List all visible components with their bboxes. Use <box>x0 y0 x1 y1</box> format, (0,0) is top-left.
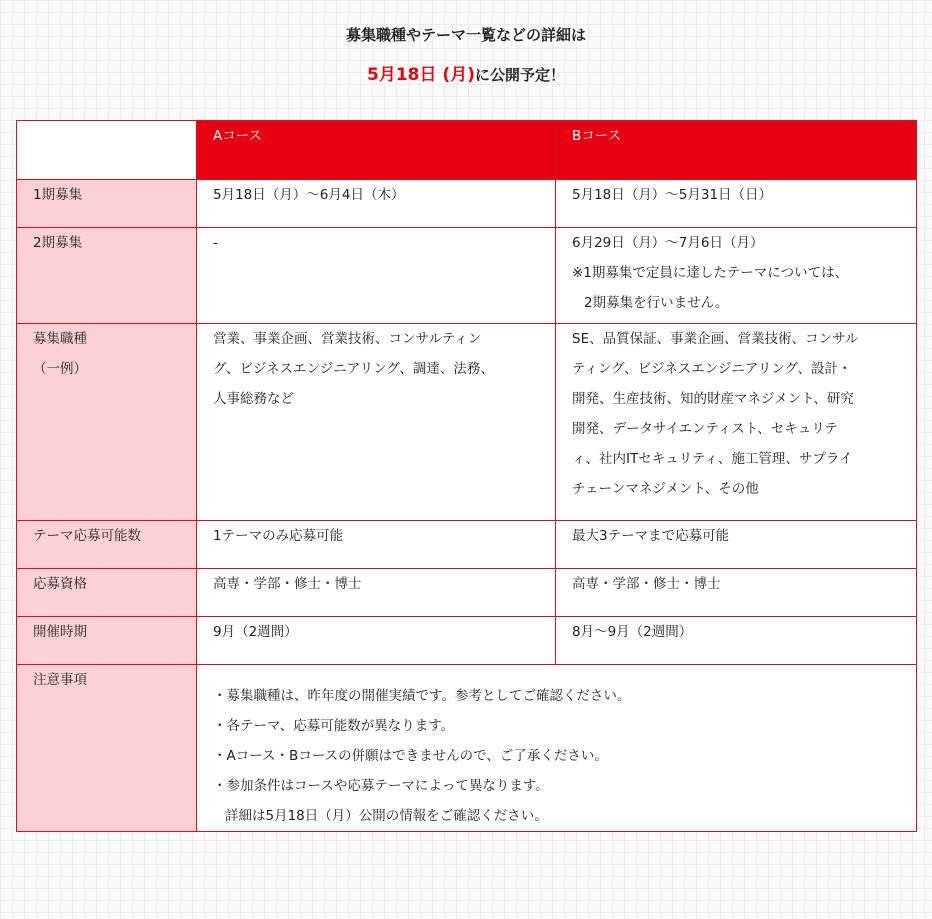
course-a-recruit1: 5月18日（月）〜6月4日（木） <box>197 180 556 228</box>
course-a-recruit2: - <box>197 228 556 324</box>
course-b-job-types-line: SE、品質保証、事業企画、営業技術、コンサル <box>572 331 859 347</box>
course-a-qualification: 高専・学部・修士・博士 <box>197 569 556 617</box>
course-a-job-types-line: 営業、事業企画、営業技術、コンサルティン <box>213 331 482 347</box>
course-b-header: Bコース <box>556 121 917 180</box>
table-corner-cell <box>17 121 197 180</box>
announcement-line1: 募集職種やテーマ一覧などの詳細は <box>345 26 586 44</box>
row-label-job-types <box>17 324 197 521</box>
course-b-recruit2-note: ※1期募集で定員に達したテーマについては、 <box>572 265 849 281</box>
course-b-job-types-line: チェーンマネジメント、その他 <box>572 481 759 497</box>
row-label-notes: 注意事項 <box>17 665 197 832</box>
course-b-themes: 最大3テーマまで応募可能 <box>556 521 917 569</box>
table-row-notes <box>17 665 917 832</box>
course-b-job-types-line: 開発、データサイエンティスト、セキュリテ <box>572 421 838 437</box>
row-label-qualification: 応募資格 <box>17 569 197 617</box>
row-label-job-types-line: 募集職種 <box>33 331 87 347</box>
course-b-period: 8月〜9月（2週間） <box>556 617 917 665</box>
course-b-recruit2 <box>556 228 917 324</box>
course-b-recruit2-line: 6月29日（月）〜7月6日（月） <box>572 235 764 251</box>
notes-cell <box>197 665 917 832</box>
table-row-themes <box>17 521 917 569</box>
course-comparison-table <box>16 120 917 832</box>
course-b-recruit1: 5月18日（月）〜5月31日（日） <box>556 180 917 228</box>
course-b-qualification: 高専・学部・修士・博士 <box>556 569 917 617</box>
course-b-job-types-line: 開発、生産技術、知的財産マネジメント、研究 <box>572 391 854 407</box>
table-row-recruit2 <box>17 228 917 324</box>
row-label-job-types-sub: （一例） <box>33 361 87 377</box>
note-item: ・参加条件はコースや応募テーマによって異なります。 <box>213 778 549 794</box>
publish-date-suffix: に公開予定！ <box>474 66 565 84</box>
note-item: ・募集職種は、昨年度の開催実績です。参考としてご確認ください。 <box>213 688 631 704</box>
course-a-themes: 1テーマのみ応募可能 <box>197 521 556 569</box>
announcement-title <box>0 24 932 45</box>
note-item: ・Aコース・Bコースの併願はできませんので、ご了承ください。 <box>213 748 608 764</box>
row-label-period: 開催時期 <box>17 617 197 665</box>
course-b-job-types-line: ィ、社内ITセキュリティ、施工管理、サプライ <box>572 451 853 467</box>
table-row-period <box>17 617 917 665</box>
course-a-job-types-line: 人事総務など <box>213 391 294 407</box>
note-item: ・各テーマ、応募可能数が異なります。 <box>213 718 455 734</box>
course-a-job-types <box>197 324 556 521</box>
announcement-date-line <box>0 60 932 85</box>
table-row-qualification <box>17 569 917 617</box>
course-b-job-types <box>556 324 917 521</box>
note-item-cont: 詳細は5月18日（月）公開の情報をご確認ください。 <box>225 808 548 824</box>
publish-date: 5月18日 (月) <box>367 65 475 85</box>
table-row-job-types <box>17 324 917 521</box>
table-header-row <box>17 121 917 180</box>
course-b-recruit2-note-cont: 2期募集を行いません。 <box>584 295 729 311</box>
row-label-themes: テーマ応募可能数 <box>17 521 197 569</box>
row-label-recruit2: 2期募集 <box>17 228 197 324</box>
course-a-period: 9月（2週間） <box>197 617 556 665</box>
course-a-job-types-line: グ、ビジネスエンジニアリング、調達、法務、 <box>213 361 494 377</box>
row-label-recruit1: 1期募集 <box>17 180 197 228</box>
table-row-recruit1 <box>17 180 917 228</box>
course-b-job-types-line: ティング、ビジネスエンジニアリング、設計・ <box>572 361 852 377</box>
course-a-header: Aコース <box>197 121 556 180</box>
